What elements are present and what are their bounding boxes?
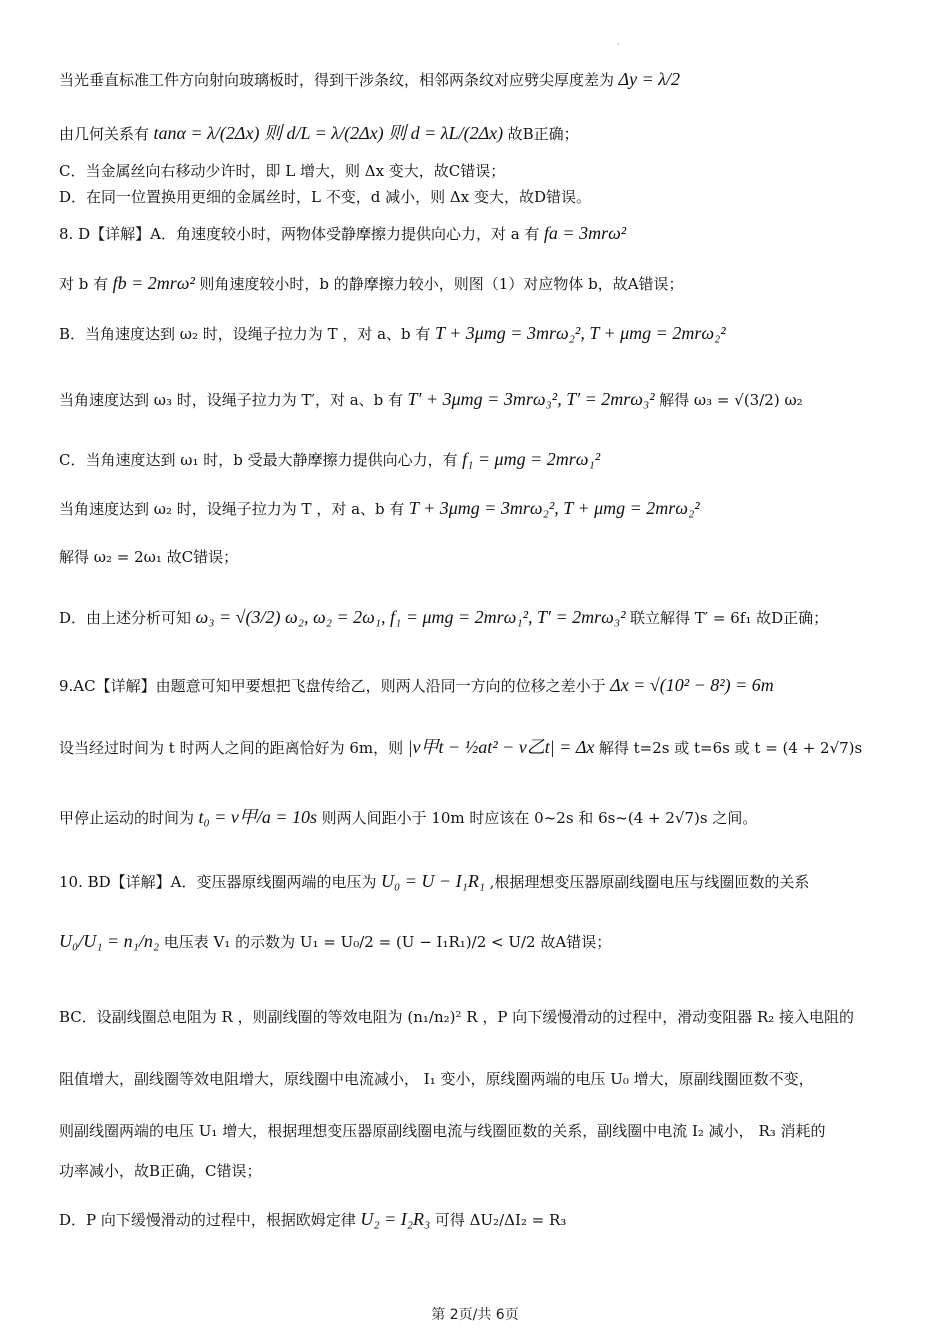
line-text: C．当角速度达到 ω₁ 时，b 受最大静摩擦力提供向心力，有 [59, 451, 458, 469]
math-expression: f₁ = μmg = 2mrω₁² [457, 449, 601, 469]
line-text: 当光垂直标准工件方向射向玻璃板时，得到干涉条纹，相邻两条纹对应劈尖厚度差为 [59, 71, 615, 89]
math-expression: t₀ = v甲/a = 10s [194, 807, 322, 827]
text-line [59, 546, 898, 568]
line-text: 阻值增大，副线圈等效电阻增大，原线圈中电流减小， I₁ 变小，原线圈两端的电压 U₀ 增大，原副线圈匝数不变， [59, 1070, 814, 1088]
text-line [59, 186, 898, 208]
line-text: D．由上述分析可知 [59, 609, 192, 627]
line-text: 10. BD【详解】A．变压器原线圈两端的电压为 [59, 873, 377, 891]
text-line [59, 930, 898, 953]
math-expression: |v甲t − ½at² − v乙t| = Δx [403, 737, 599, 757]
text-line [59, 160, 898, 182]
math-expression: T + 3μmg = 3mrω₂², T + μmg = 2mrω₂² [404, 498, 700, 518]
math-expression: T′ + 3μmg = 3mrω₃², T′ = 2mrω₃² [403, 389, 660, 409]
line-text: 设当经过时间为 t 时两人之间的距离恰好为 6m，则 [59, 739, 404, 757]
text-line [59, 322, 898, 345]
line-text: 甲停止运动的时间为 [59, 809, 195, 827]
text-line [59, 870, 898, 893]
line-tail: 则两人间距小于 10m 时应该在 0~2s 和 6s~(4 + 2√7)s 之间。 [321, 809, 758, 827]
math-expression: ω₃ = √(3/2) ω₂, ω₂ = 2ω₁, f₁ = μmg = 2mrω₁², T′ = 2mrω₃² [191, 607, 630, 627]
text-line [59, 448, 898, 471]
line-text: C．当金属丝向右移动少许时，即 L 增大，则 Δx 变大，故C错误； [59, 162, 506, 180]
text-line [59, 674, 898, 697]
math-expression: U₀ = U − I₁R₁ [376, 871, 490, 891]
line-tail: 解得 ω₃ = √(3/2) ω₂ [659, 391, 803, 409]
line-text: B．当角速度达到 ω₂ 时，设绳子拉力为 T ，对 a、b 有 [59, 325, 431, 343]
text-line [59, 122, 898, 145]
text-line [59, 1068, 898, 1090]
text-line [59, 806, 898, 829]
line-text: 则副线圈两端的电压 U₁ 增大，根据理想变压器原副线圈电流与线圈匝数的关系，副线圈中电流 I₂ 减小， R₃ 消耗的 [59, 1122, 826, 1140]
line-tail: 电压表 V₁ 的示数为 U₁ = U₀/2 = (U − I₁R₁)/2 < U/2 故A错误； [163, 933, 612, 951]
math-expression: Δx = √(10² − 8²) = 6m [605, 675, 774, 695]
line-text: 对 b 有 [59, 275, 109, 293]
line-text: 解得 ω₂ = 2ω₁ 故C错误； [59, 548, 239, 566]
page-footer: 第 2页/共 6页 [431, 1307, 519, 1323]
line-text: 当角速度达到 ω₃ 时，设绳子拉力为 T′，对 a、b 有 [59, 391, 404, 409]
line-text: 当角速度达到 ω₂ 时，设绳子拉力为 T ，对 a、b 有 [59, 500, 405, 518]
line-text: 功率减小，故B正确，C错误； [59, 1162, 262, 1180]
line-text: 由几何关系有 [59, 125, 150, 143]
math-expression: fa = 3mrω² [539, 223, 627, 243]
line-tail: 则角速度较小时，b 的静摩擦力较小，则图（1）对应物体 b，故A错误； [199, 275, 684, 293]
line-text: 8. D【详解】A．角速度较小时，两物体受静摩擦力提供向心力，对 a 有 [59, 225, 540, 243]
line-text: BC．设副线圈总电阻为 R ，则副线圈的等效电阻为 (n₁/n₂)² R ，P 向下缓慢滑动的过程中，滑动变阻器 R₂ 接入电阻的 [59, 1008, 855, 1026]
text-line [59, 1006, 898, 1028]
line-text: D．在同一位置换用更细的金属丝时，L 不变，d 减小，则 Δx 变大，故D错误。 [59, 188, 591, 206]
text-line [59, 1160, 898, 1182]
line-tail: 故B正确； [507, 125, 579, 143]
line-tail: ,根据理想变压器原副线圈电压与线圈匝数的关系 [489, 873, 810, 891]
text-line [59, 1208, 898, 1231]
line-tail: 联立解得 T′ = 6f₁ 故D正确； [629, 609, 829, 627]
dot: · [617, 40, 620, 49]
math-expression: U₂ = I₂R₃ [355, 1209, 435, 1229]
math-expression: U₀/U₁ = n₁/n₂ [59, 931, 164, 951]
line-tail: 可得 ΔU₂/ΔI₂ = R₃ [434, 1211, 567, 1229]
text-line [59, 68, 898, 91]
math-expression: Δy = λ/2 [614, 69, 681, 89]
text-line [59, 606, 898, 629]
math-expression: tanα = λ/(2Δx) 则 d/L = λ/(2Δx) 则 d = λL/(2Δx) [149, 123, 508, 143]
text-line [59, 388, 898, 411]
text-line [59, 736, 898, 759]
line-text: D．P 向下缓慢滑动的过程中，根据欧姆定律 [59, 1211, 356, 1229]
text-line [59, 272, 898, 295]
math-expression: fb = 2mrω² [108, 273, 200, 293]
text-line [59, 222, 898, 245]
math-expression: T + 3μmg = 3mrω₂², T + μmg = 2mrω₂² [430, 323, 726, 343]
text-line [59, 497, 898, 520]
line-text: 9.AC【详解】由题意可知甲要想把飞盘传给乙，则两人沿同一方向的位移之差小于 [59, 677, 606, 695]
line-tail: 解得 t=2s 或 t=6s 或 t = (4 + 2√7)s [598, 739, 863, 757]
text-line [59, 1120, 898, 1142]
